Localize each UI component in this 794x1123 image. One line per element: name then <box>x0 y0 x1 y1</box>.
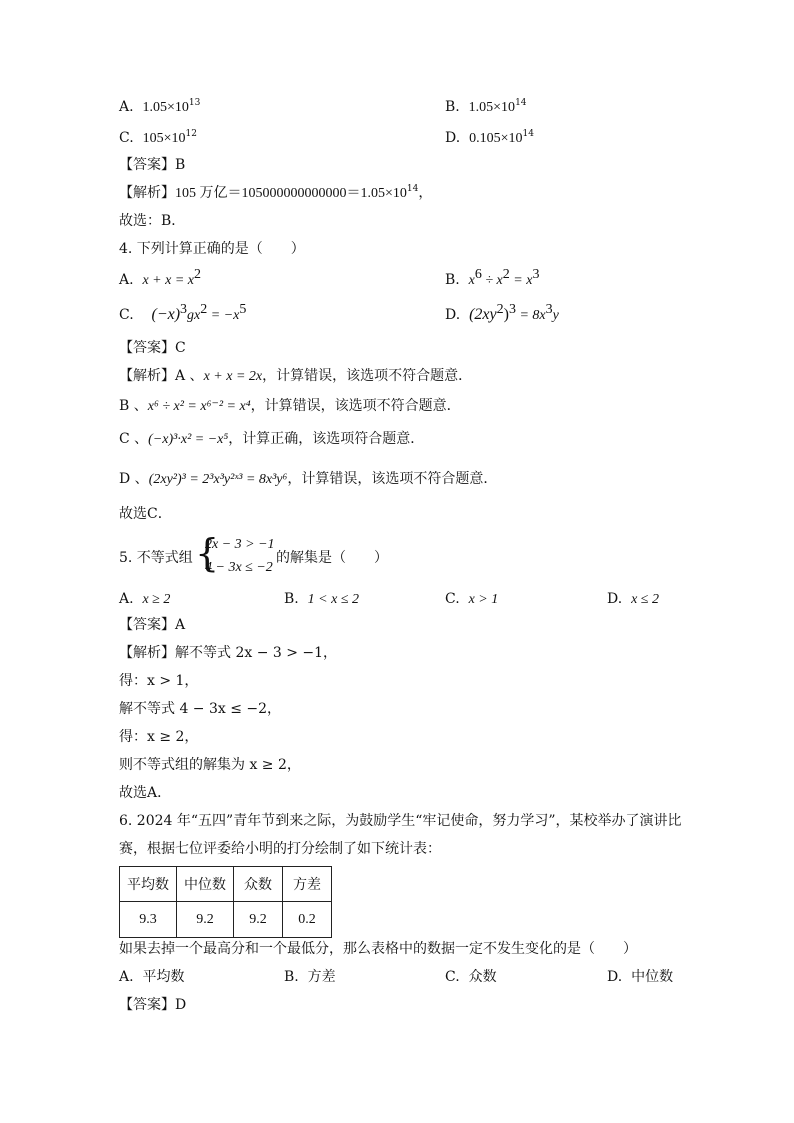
expr-exp: 3 <box>545 302 553 317</box>
option-exponent: 13 <box>188 98 201 108</box>
expr-exp: 3 <box>508 302 516 317</box>
table-header-row <box>120 867 332 902</box>
option-value: 1.05×10 <box>468 100 516 115</box>
option-letter: C. <box>445 591 460 607</box>
option-exponent: 14 <box>515 98 527 108</box>
option-expression: 1 < x ≤ 2 <box>307 592 360 607</box>
option-letter: A. <box>119 969 134 985</box>
option-value: 1.05×10 <box>142 100 189 115</box>
q5-inequality-2: 4 − 3x ≤ −2 <box>205 560 273 575</box>
table-header-cell: 众数 <box>234 867 283 902</box>
expr-exp: 6 <box>474 267 482 282</box>
option-letter: B. <box>284 969 299 985</box>
expr-part: = x <box>509 273 533 288</box>
q6-answer: 【答案】D <box>119 997 187 1013</box>
option-letter: A. <box>119 99 134 115</box>
analysis-label: 【解析】 <box>119 645 175 661</box>
q5-inequality-1: 2x − 3 > −1 <box>205 537 275 552</box>
q4-stem: 4. 下列计算正确的是（ ） <box>119 241 305 257</box>
analysis-math: x + x = 2x <box>203 369 263 384</box>
option-letter: B. <box>445 99 460 115</box>
analysis-label: 【解析】 <box>119 185 175 201</box>
analysis-text: ，计算正确，该选项符合题意． <box>228 431 425 447</box>
option-exponent: 14 <box>522 129 534 139</box>
q4-option-d <box>445 302 559 326</box>
option-text: 方差 <box>307 969 336 985</box>
q6-option-b <box>284 967 336 987</box>
q6-option-d <box>607 967 673 987</box>
option-letter: D. <box>607 969 623 985</box>
option-text: 众数 <box>468 969 497 985</box>
q5-analysis-4: 得：x ≥ 2， <box>119 729 199 745</box>
q5-analysis-2: 得：x > 1， <box>119 673 199 689</box>
q5-analysis-5: 则不等式组的解集为 x ≥ 2， <box>119 757 301 773</box>
option-letter: B. <box>445 272 460 288</box>
analysis-option: A 、 <box>175 368 204 384</box>
stats-table <box>119 866 332 938</box>
expr-part: (2xy <box>469 306 497 323</box>
q6-option-c <box>445 967 497 987</box>
expr-part: = −x <box>207 308 240 323</box>
expr-part: ÷ x <box>481 273 503 288</box>
q3-analysis <box>119 183 432 204</box>
q5-analysis-3: 解不等式 4 − 3x ≤ −2， <box>119 701 282 717</box>
analysis-text: ，计算错误，该选项不符合题意． <box>262 368 473 384</box>
expr-exp: 3 <box>532 267 540 282</box>
analysis-option: B 、 <box>119 398 148 414</box>
q4-option-b <box>445 267 540 291</box>
analysis-option: C 、 <box>119 431 149 447</box>
q3-option-a <box>119 97 200 118</box>
q5-conclusion: 故选A． <box>119 785 172 801</box>
q5-option-c <box>445 589 498 610</box>
option-expression: x ≤ 2 <box>631 592 659 607</box>
table-cell: 9.3 <box>120 902 177 938</box>
q3-answer: 【答案】B <box>119 157 186 173</box>
option-letter: C. <box>445 969 460 985</box>
q6-question: 如果去掉一个最高分和一个最低分，那么表格中的数据一定不发生变化的是（ ） <box>119 941 637 957</box>
option-expression: x ≥ 2 <box>142 592 171 607</box>
table-header-cell: 中位数 <box>177 867 234 902</box>
q5-answer: 【答案】A <box>119 617 186 633</box>
table-row <box>120 902 332 938</box>
table-header-cell: 方差 <box>283 867 332 902</box>
q6-stem-line-2: 赛，根据七位评委给小明的打分绘制了如下统计表： <box>119 841 441 857</box>
table-cell: 9.2 <box>234 902 283 938</box>
table-header-cell: 平均数 <box>120 867 177 902</box>
q5-option-d <box>607 589 659 610</box>
analysis-text: ，计算错误，该选项不符合题意． <box>250 398 461 414</box>
option-letter: D. <box>445 307 461 323</box>
expr-part: (−x) <box>151 306 181 323</box>
q4-analysis-c <box>119 429 424 450</box>
option-value: 105×10 <box>142 131 186 146</box>
q6-option-a <box>119 967 184 987</box>
analysis-math: (−x)³·x² = −x⁵ <box>148 432 229 447</box>
expr-exp: 5 <box>239 302 247 317</box>
option-letter: A. <box>119 272 134 288</box>
q5-stem-prefix: 5. 不等式组 <box>119 550 193 566</box>
q3-option-d <box>445 128 534 149</box>
q5-stem-suffix: 的解集是（ ） <box>276 550 388 566</box>
system-brace: { <box>195 531 220 575</box>
analysis-exponent: 14 <box>406 184 419 194</box>
q4-analysis-a <box>119 366 472 387</box>
q5-option-a <box>119 589 170 610</box>
q5-option-b <box>284 589 359 610</box>
q3-option-c <box>119 128 197 149</box>
q3-conclusion: 故选：B． <box>119 213 186 229</box>
option-letter: D. <box>607 591 623 607</box>
option-exponent: 2 <box>194 267 202 282</box>
analysis-label: 【解析】 <box>119 368 175 384</box>
analysis-text: 105 万亿＝105000000000000＝1.05×10 <box>175 186 407 201</box>
analysis-math: x⁶ ÷ x² = x⁶⁻² = x⁴ <box>147 399 251 414</box>
q4-option-a <box>119 267 202 291</box>
option-letter: D. <box>445 130 461 146</box>
q4-analysis-b <box>119 396 461 417</box>
option-letter: C. <box>119 307 134 323</box>
q4-analysis-d <box>119 469 497 490</box>
expr-exp: 3 <box>180 302 188 317</box>
expr-part: y <box>552 308 559 323</box>
analysis-text: ，计算错误，该选项不符合题意． <box>287 471 498 487</box>
option-letter: A. <box>119 591 134 607</box>
option-letter: B. <box>284 591 299 607</box>
option-exponent: 12 <box>185 129 197 139</box>
expr-part: ) <box>503 306 509 323</box>
option-expression: x > 1 <box>468 592 499 607</box>
q4-answer: 【答案】C <box>119 340 186 356</box>
table-cell: 9.2 <box>177 902 234 938</box>
option-letter: C. <box>119 130 134 146</box>
option-expression: x + x = x <box>142 273 195 288</box>
expr-part: x <box>468 273 475 288</box>
expr-exp: 2 <box>496 302 504 317</box>
analysis-tail: ， <box>418 185 433 201</box>
q3-option-b <box>445 97 527 118</box>
expr-exp: 2 <box>200 302 208 317</box>
q5-analysis-1 <box>119 643 337 663</box>
q6-stem-line-1: 6. 2024 年“五四”青年节到来之际，为鼓励学生“牢记使命，努力学习”，某校举办了演讲比 <box>119 813 682 829</box>
expr-exp: 2 <box>502 267 510 282</box>
analysis-option: D 、 <box>119 471 149 487</box>
expr-part: gx <box>187 308 201 323</box>
option-text: 平均数 <box>142 969 185 985</box>
q4-conclusion: 故选C． <box>119 506 172 522</box>
expr-part: = 8x <box>515 308 546 323</box>
option-value: 0.105×10 <box>469 131 523 146</box>
table-cell: 0.2 <box>283 902 332 938</box>
q4-option-c <box>119 302 247 326</box>
analysis-math: (2xy²)³ = 2³x³y²ˣ³ = 8x³y⁶ <box>148 472 288 487</box>
option-text: 中位数 <box>631 969 674 985</box>
analysis-text: 解不等式 2x − 3 > −1， <box>175 645 338 661</box>
